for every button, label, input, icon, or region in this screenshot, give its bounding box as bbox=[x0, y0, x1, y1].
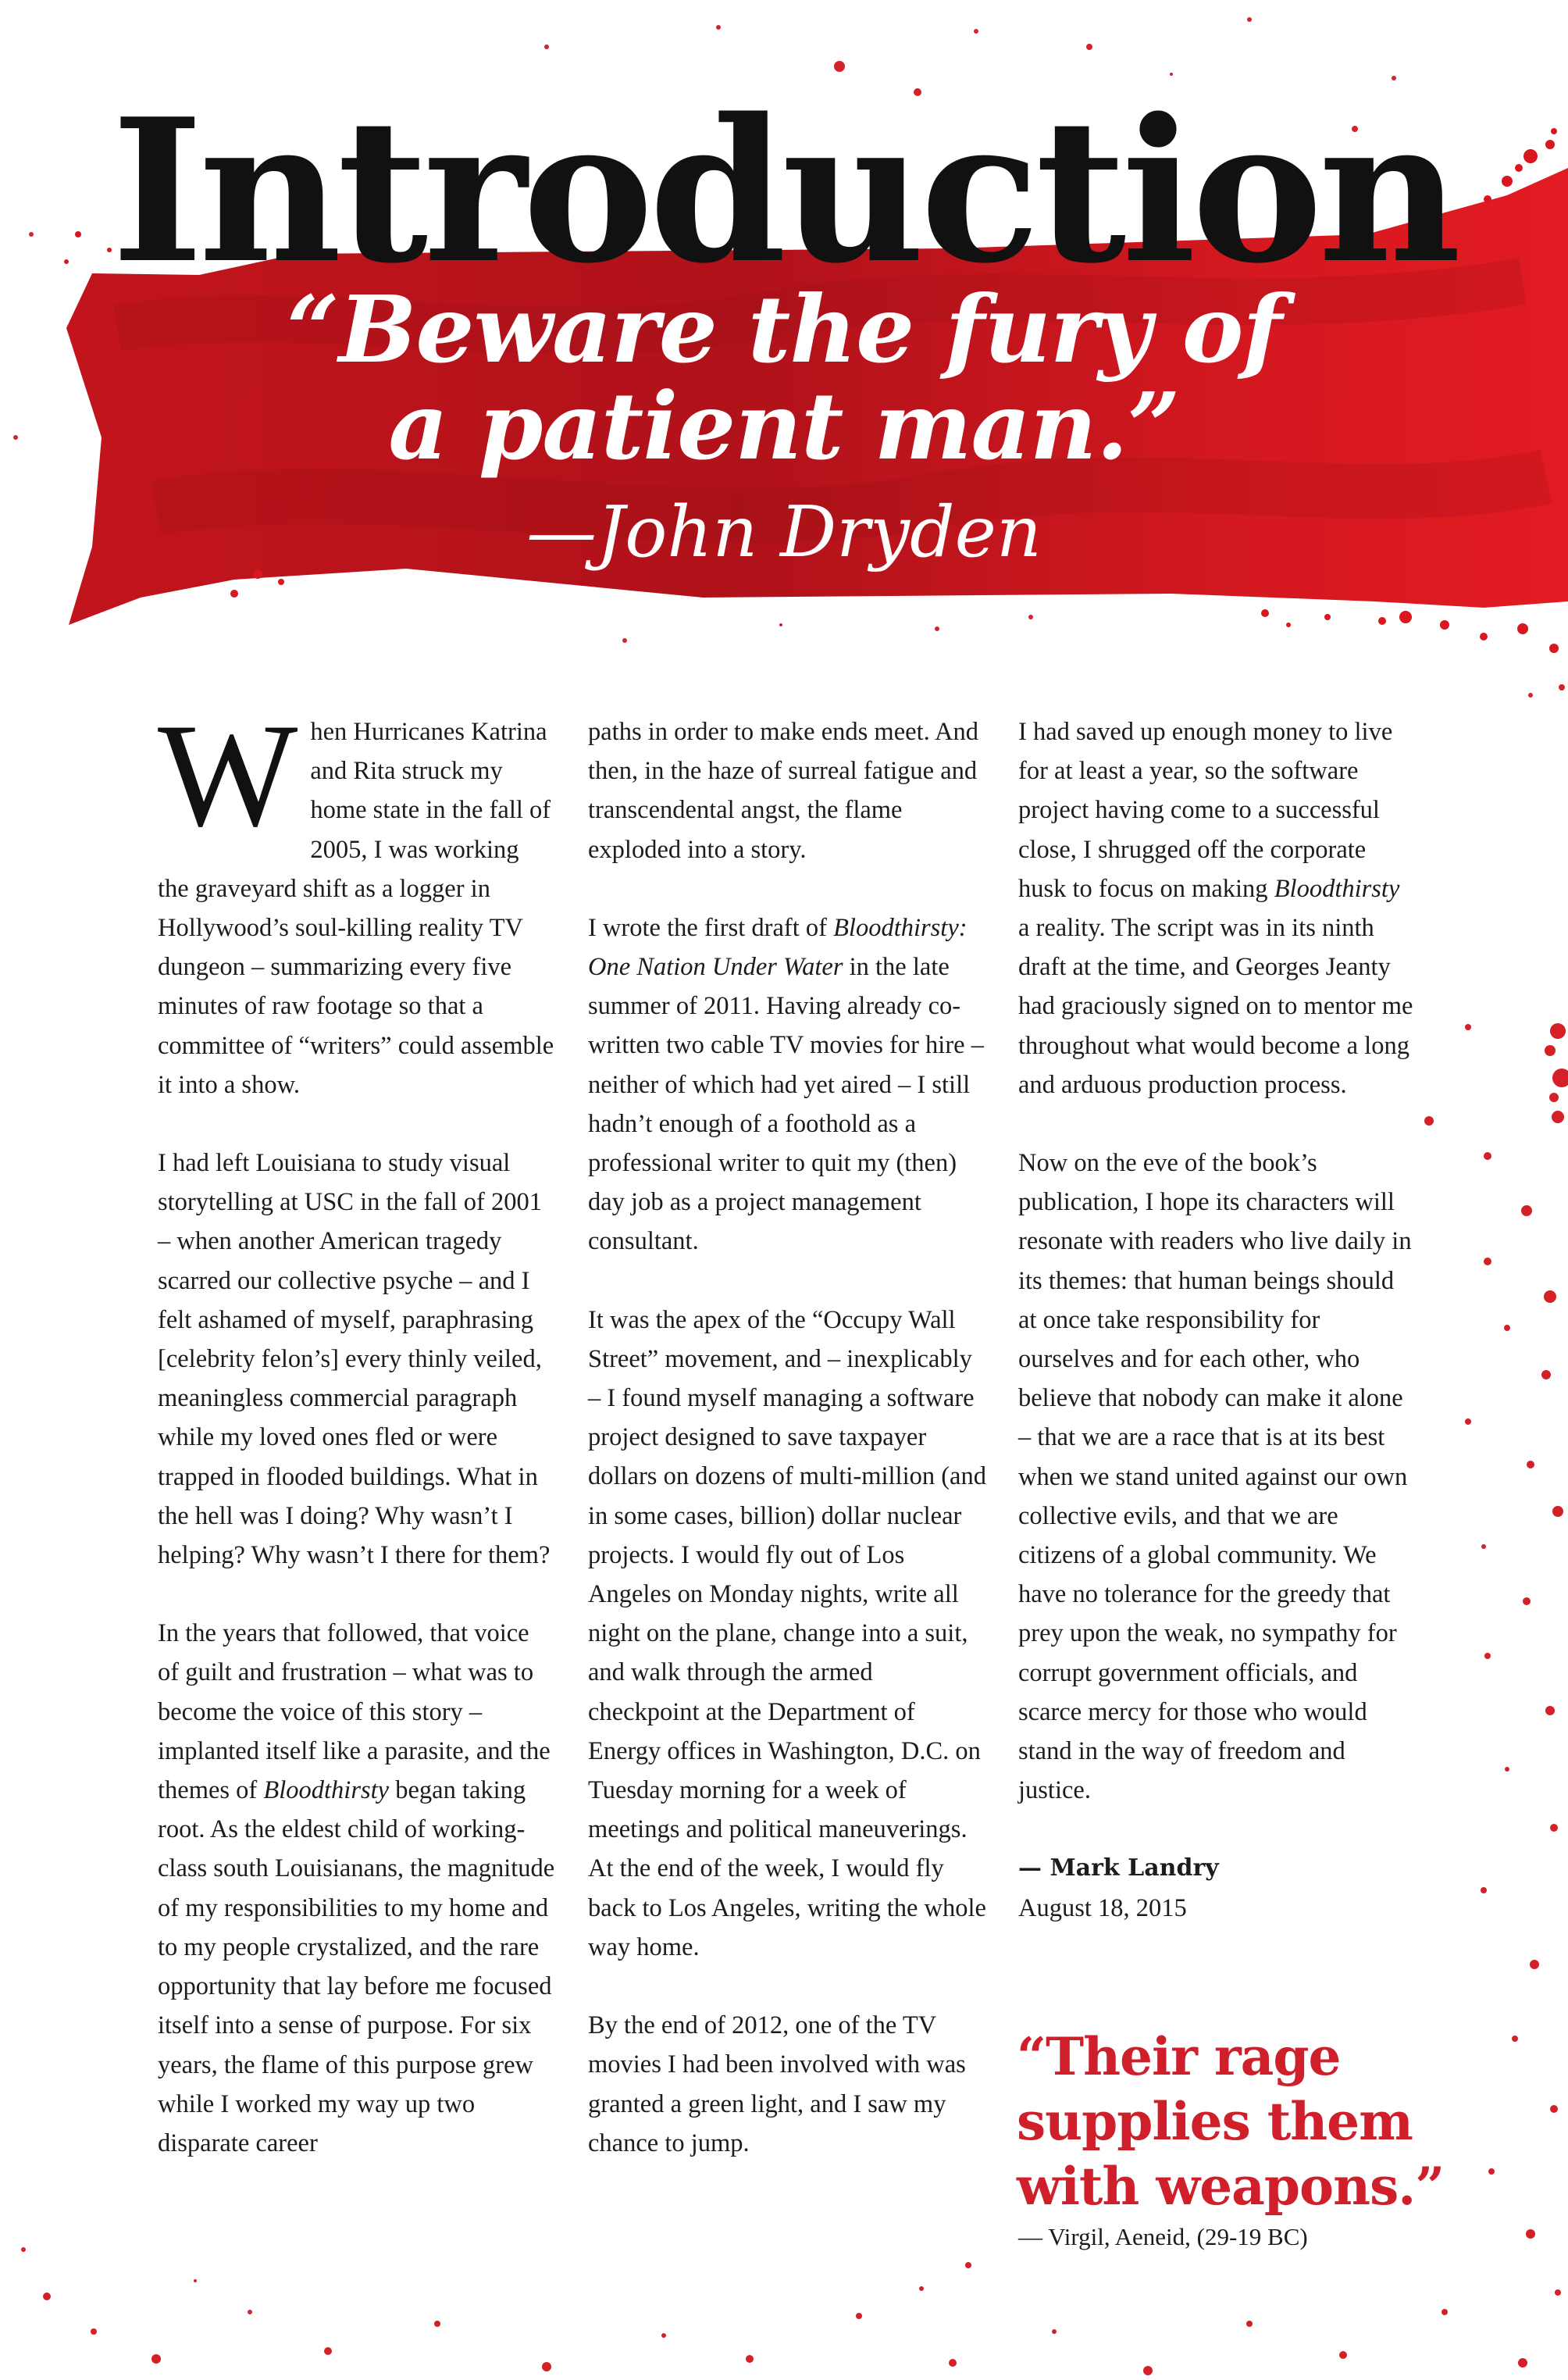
banner-quote-line-1: “Beware the fury of bbox=[286, 275, 1282, 384]
drop-cap: W bbox=[158, 694, 298, 858]
article-paragraph: It was the apex of the “Occupy Wall Street” movement, and – inexplicably – I found myself managing a software project designed to save taxpayer dollars on dozens of multi-million (and in some cases, billion) dollar nuclear projects. I would fly out of Los Angeles on Monday nights, write all night on the plane, change into a suit, and walk through the armed checkpoint at the Department of Energy offices in Washington, D.C. on Tuesday morning for a week of meetings and political maneuverings. At the end of the week, I would fly back to Los Angeles, writing the whole way home. bbox=[588, 1305, 986, 1961]
article-paragraph: By the end of 2012, one of the TV movies I had been involved with was granted a green light, and I saw my chance to jump. bbox=[588, 2011, 966, 2157]
article-column-2 bbox=[588, 712, 986, 2202]
pull-quote-line-2: supplies them bbox=[1017, 2091, 1413, 2152]
article-paragraph: paths in order to make ends meet. And then, in the haze of surreal fatigue and transcendental angst, the flame exploded into a story. bbox=[588, 718, 979, 864]
article-column-1 bbox=[158, 694, 556, 2202]
pull-quote bbox=[1017, 2025, 1501, 2219]
signature bbox=[1018, 1849, 1417, 1927]
signature-date: August 18, 2015 bbox=[1018, 1893, 1187, 1922]
article-column-3 bbox=[1018, 712, 1417, 1967]
pull-quote-attribution: — Virgil, Aeneid, (29-19 BC) bbox=[1018, 2223, 1308, 2250]
article-paragraph: I had saved up enough money to live for at least a year, so the software project having come to a successful close, I shrugged off the corporate husk to focus on making Bloodthirsty a reality. The script was in its ninth draft at the time, and Georges Jeanty had graciously signed on to mentor me throughout what would become a long and arduous production process. bbox=[1018, 718, 1413, 1099]
signature-name: — Mark Landry bbox=[1018, 1854, 1219, 1882]
article-paragraph: In the years that followed, that voice of guilt and frustration – what was to become the voice of this story – implanted itself like a parasite, and the themes of Bloodthirsty began taking root. As the eldest child of working-class south Louisianans, the magnitude of my responsibilities to my home and to my people crystalized, and the rare opportunity that lay before me focused itself into a sense of purpose. For six years, the flame of this purpose grew while I worked my way up two disparate career bbox=[158, 1619, 555, 2157]
pull-quote-line-1: “Their rage bbox=[1017, 2026, 1341, 2087]
banner-quote-author: —John Dryden bbox=[526, 491, 1042, 573]
article-paragraph: I wrote the first draft of Bloodthirsty: One Nation Under Water in the late summer of 2011. Having already co-written two cable TV movies for hire – neither of which had yet aired – I still hadn’t enough of a foothold as a professional writer to quit my (then) day job as a project management consultant. bbox=[588, 913, 984, 1256]
pull-quote-line-3: with weapons.” bbox=[1017, 2156, 1445, 2217]
article-paragraph: I had left Louisiana to study visual storytelling at USC in the fall of 2001 – when another American tragedy scarred our collective psyche – and I felt ashamed of myself, paraphrasing [celebrity felon’s] every thinly veiled, meaningless commercial paragraph while my loved ones fled or were trapped in flooded buildings. What in the hell was I doing? Why wasn’t I helping? Why wasn’t I there for them? bbox=[158, 1149, 551, 1570]
article-paragraph: When Hurricanes Katrina and Rita struck my home state in the fall of 2005, I was working the graveyard shift as a logger in Hollywood’s soul-killing reality TV dungeon – summarizing every five minutes of raw footage so that a committee of “writers” could assemble it into a show. bbox=[158, 694, 554, 1099]
page-title: Introduction bbox=[111, 76, 1457, 307]
article-paragraph: Now on the eve of the book’s publication, I hope its characters will resonate with readers who live daily in its themes: that human beings should at once take responsibility for ourselves and for each other, who believe that nobody can make it alone – that we are a race that is at its best when we stand united against our own collective evils, and that we are citizens of a global community. We have no tolerance for the greedy that prey upon the weak, no sympathy for corrupt government officials, and scarce mercy for those who would stand in the way of freedom and justice. bbox=[1018, 1149, 1412, 1805]
banner-quote-line-2: a patient man.” bbox=[388, 372, 1180, 480]
banner-quote bbox=[0, 275, 1568, 480]
